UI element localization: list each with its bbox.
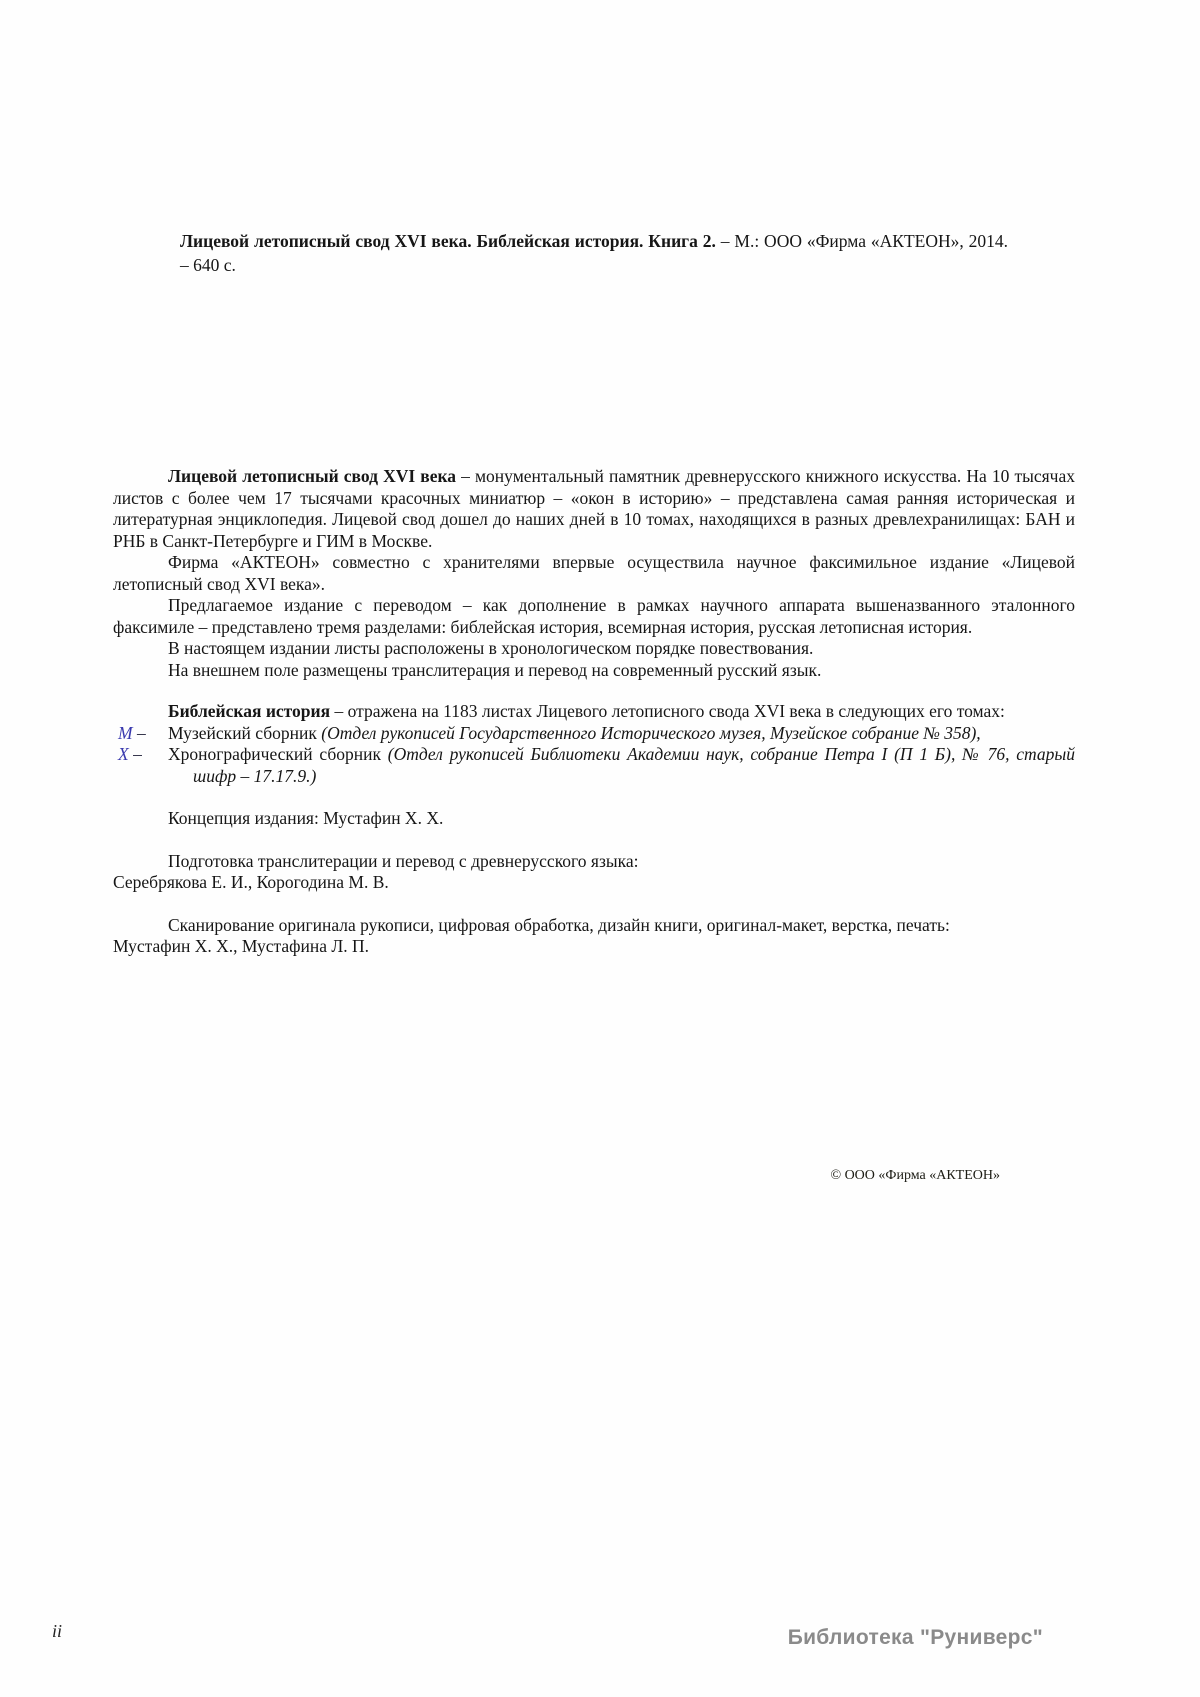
credit-transliteration-names: Серебрякова Е. И., Корогодина М. В. [113, 872, 389, 892]
credit-production-title: Сканирование оригинала рукописи, цифровая обработка, дизайн книги, оригинал-макет, верстка, печать: [168, 914, 950, 935]
credit-production-block [113, 915, 1075, 958]
credit-transliteration-block [113, 851, 1075, 894]
volume-dash: – [128, 744, 142, 764]
volume-details: (Отдел рукописей Государственного Исторического музея, Музейское собрание № 358), [321, 722, 981, 743]
annotation-text-column [113, 466, 1075, 958]
volume-name: Хронографический сборник [168, 744, 388, 764]
volume-letter: Х [118, 744, 129, 764]
volume-details: (Отдел рукописей Библиотеки Академии наук, собрание Петра I (П 1 Б), № 76, старый шифр – 17.17.9.) [193, 744, 1076, 786]
biblical-lead-text: – отражена на 1183 листах Лицевого летописного свода XVI века в следующих его томах: [330, 701, 1005, 721]
copyright-notice: © ООО «Фирма «АКТЕОН» [830, 1168, 1000, 1183]
volume-list-item-m [113, 723, 1075, 745]
volume-name: Музейский сборник [168, 722, 322, 743]
biblio-imprint: – М.: ООО «Фирма «АКТЕОН», 2014. – 640 с. [180, 231, 1008, 275]
margin-line: На внешнем поле размещены транслитерация и перевод на современный русский язык. [168, 659, 822, 680]
biblical-lead-bold: Библейская история [168, 701, 331, 721]
edition-paragraph: Предлагаемое издание с переводом – как дополнение в рамках научного аппарата вышеназванного эталонного факсимиле – представлено тремя разделами: библейская история, всемирная история, русская летописная история. [113, 595, 1075, 637]
volume-dash: – [132, 722, 146, 743]
library-watermark: Библиотека "Руниверс" [787, 1626, 1043, 1649]
volume-list-item-x [113, 744, 1075, 787]
acteon-paragraph: Фирма «АКТЕОН» совместно с хранителями впервые осуществила научное факсимильное издание «Лицевой летописный свод XVI века». [113, 552, 1075, 594]
biblio-title-bold: Лицевой летописный свод XVI века. Библейская история. Книга 2. [180, 231, 716, 251]
page-number: ii [52, 1621, 63, 1641]
credit-concept-block [113, 808, 1075, 830]
order-line: В настоящем издании листы расположены в хронологическом порядке повествования. [168, 638, 814, 658]
bibliographic-reference [180, 229, 1008, 277]
intro-lead-text: – монументальный памятник древнерусского книжного искусства. На 10 тысячах листов с более чем 17 тысячами красочных миниатюр – «окон в историю» – представлена самая ранняя историческая и литературная энциклопедия. Лицевой свод дошел до наших дней в 10 томах, находящихся в разных древлехранилищах: БАН и РНБ в Санкт-Петербурге и ГИМ в Москве. [113, 466, 1076, 551]
volume-label-x [118, 744, 142, 766]
credit-transliteration-title: Подготовка транслитерации и перевод с древнерусского языка: [168, 850, 639, 871]
volume-label-m [118, 723, 146, 745]
biblical-history-lead [113, 701, 1075, 723]
intro-paragraph [113, 466, 1075, 552]
credit-production-names: Мустафин Х. Х., Мустафина Л. П. [113, 936, 369, 956]
intro-lead-bold: Лицевой летописный свод XVI века [168, 466, 457, 486]
volume-letter: М [118, 722, 133, 743]
credit-concept-line: Концепция издания: Мустафин Х. Х. [168, 808, 444, 828]
